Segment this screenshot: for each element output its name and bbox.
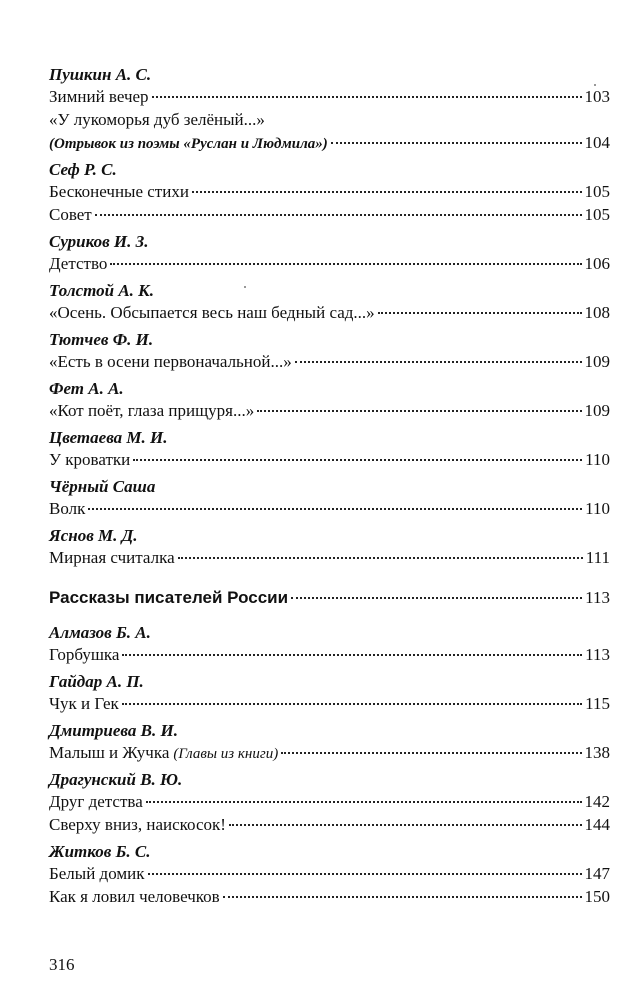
dot-leader (88, 508, 582, 510)
entry-page-number: 108 (584, 303, 610, 322)
entry-title: Бесконечные стихи (49, 182, 189, 201)
toc-entry[interactable] (49, 86, 610, 109)
entry-title: (Отрывок из поэмы «Руслан и Людмила») (49, 136, 328, 152)
entry-page-number: 111 (585, 548, 610, 567)
entry-title: Детство (49, 254, 108, 273)
dot-leader (152, 96, 582, 98)
stories-list (49, 622, 610, 909)
author-name: Житков Б. С. (49, 842, 151, 861)
entry-page-number: 103 (584, 87, 610, 106)
toc-entry[interactable] (49, 644, 610, 667)
entry-title: «У лукоморья дуб зелёный...» (49, 110, 265, 129)
toc-entry[interactable] (49, 498, 610, 521)
entry-note: (Главы из книги) (173, 746, 279, 762)
dot-leader (378, 312, 582, 314)
entry-title: Чук и Гек (49, 694, 119, 713)
author-group (49, 525, 610, 570)
dot-leader (291, 597, 582, 599)
entry-title: Белый домик (49, 864, 145, 883)
author-name: Алмазов Б. А. (49, 623, 151, 642)
entry-page-number: 105 (584, 205, 610, 224)
author-group (49, 720, 610, 765)
author-group (49, 329, 610, 374)
author-name: Цветаева М. И. (49, 428, 168, 447)
toc-entry[interactable] (49, 742, 610, 765)
dot-leader (192, 191, 582, 193)
entry-title: У кроватки (49, 450, 131, 469)
dot-leader (281, 752, 581, 754)
toc-entry[interactable] (49, 132, 610, 155)
author-name: Фет А. А. (49, 379, 124, 398)
toc-entry[interactable] (49, 886, 610, 909)
dot-leader (178, 557, 583, 559)
print-speck (594, 84, 596, 86)
toc-entry[interactable] (49, 253, 610, 276)
poems-list (49, 64, 610, 570)
entry-page-number: 109 (584, 401, 610, 420)
section-heading[interactable] (49, 586, 610, 610)
dot-leader (110, 263, 581, 265)
toc-entry[interactable] (49, 181, 610, 204)
dot-leader (257, 410, 581, 412)
toc-entry[interactable] (49, 693, 610, 716)
author-group (49, 841, 610, 909)
dot-leader (95, 214, 582, 216)
author-group (49, 231, 610, 276)
dot-leader (223, 896, 582, 898)
entry-page-number: 150 (584, 887, 610, 906)
entry-page-number: 142 (584, 792, 610, 811)
toc-entry[interactable] (49, 109, 610, 132)
author-group (49, 769, 610, 837)
author-group (49, 476, 610, 521)
toc-entry[interactable] (49, 351, 610, 374)
entry-title: Горбушка (49, 645, 120, 664)
entry-title: Волк (49, 499, 86, 518)
entry-title: Сверху вниз, наискосок! (49, 815, 226, 834)
entry-page-number: 104 (584, 133, 610, 152)
toc-entry[interactable] (49, 814, 610, 837)
author-name: Драгунский В. Ю. (49, 770, 183, 789)
author-name: Суриков И. З. (49, 232, 149, 251)
entry-page-number: 138 (584, 743, 610, 762)
dot-leader (229, 824, 582, 826)
author-group (49, 64, 610, 155)
toc-entry[interactable] (49, 863, 610, 886)
entry-title: Совет (49, 205, 92, 224)
toc-entry[interactable] (49, 547, 610, 570)
author-name: Гайдар А. П. (49, 672, 144, 691)
toc-entry[interactable] (49, 449, 610, 472)
table-of-contents (49, 64, 610, 913)
entry-title: Зимний вечер (49, 87, 149, 106)
dot-leader (331, 142, 582, 144)
author-group (49, 280, 610, 325)
dot-leader (295, 361, 582, 363)
toc-entry[interactable] (49, 204, 610, 227)
entry-title: «Есть в осени первоначальной...» (49, 352, 292, 371)
author-name: Чёрный Саша (49, 477, 156, 496)
toc-entry[interactable] (49, 302, 610, 325)
entry-title: Как я ловил человечков (49, 887, 220, 906)
section-title: Рассказы писателей России (49, 588, 289, 607)
entry-title: Мирная считалка (49, 548, 175, 567)
dot-leader (148, 873, 582, 875)
entry-page-number: 105 (584, 182, 610, 201)
print-speck (244, 286, 246, 288)
toc-entry[interactable] (49, 400, 610, 423)
page-number: 316 (49, 955, 75, 974)
entry-page-number: 144 (584, 815, 610, 834)
author-group (49, 671, 610, 716)
author-name: Толстой А. К. (49, 281, 154, 300)
dot-leader (133, 459, 582, 461)
dot-leader (146, 801, 582, 803)
entry-title: Малыш и Жучка (49, 743, 170, 762)
entry-page-number: 109 (584, 352, 610, 371)
author-group (49, 159, 610, 227)
entry-page-number: 106 (584, 254, 610, 273)
entry-title: «Осень. Обсыпается весь наш бедный сад...» (49, 303, 375, 322)
entry-page-number: 113 (585, 645, 610, 664)
author-group (49, 622, 610, 667)
author-group (49, 427, 610, 472)
entry-page-number: 147 (584, 864, 610, 883)
author-name: Пушкин А. С. (49, 65, 152, 84)
entry-page-number: 115 (585, 694, 610, 713)
author-name: Тютчев Ф. И. (49, 330, 154, 349)
dot-leader (122, 703, 582, 705)
author-group (49, 378, 610, 423)
section-page-number: 113 (585, 588, 610, 607)
entry-page-number: 110 (585, 499, 610, 518)
toc-entry[interactable] (49, 791, 610, 814)
entry-title: «Кот поёт, глаза прищуря...» (49, 401, 255, 420)
dot-leader (122, 654, 582, 656)
entry-page-number: 110 (585, 450, 610, 469)
entry-title: Друг детства (49, 792, 143, 811)
author-name: Сеф Р. С. (49, 160, 117, 179)
author-name: Яснов М. Д. (49, 526, 138, 545)
author-name: Дмитриева В. И. (49, 721, 178, 740)
